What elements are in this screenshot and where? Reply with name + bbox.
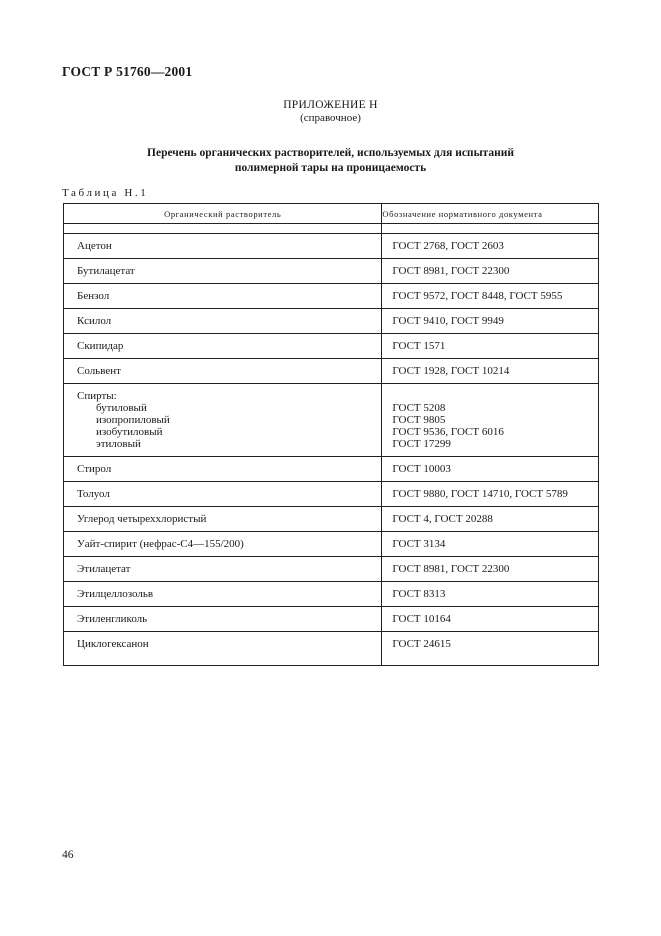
solvent-name: Этилцеллозольв bbox=[77, 588, 154, 600]
table-row bbox=[64, 457, 599, 482]
standard-reference: ГОСТ 2768, ГОСТ 2603 bbox=[392, 240, 504, 252]
solvent-name: Уайт-спирит (нефрас-С4—155/200) bbox=[77, 538, 244, 550]
solvent-name: Скипидар bbox=[77, 340, 124, 352]
column-header-standard: Обозначение нормативного документа bbox=[382, 204, 599, 224]
appendix-heading-line-1: Перечень органических растворителей, используемых для испытаний bbox=[147, 147, 514, 159]
table-row bbox=[64, 482, 599, 507]
table-row bbox=[64, 532, 599, 557]
solvent-name: Сольвент bbox=[77, 365, 121, 377]
standard-reference: ГОСТ 1571 bbox=[392, 340, 446, 352]
standard-reference: ГОСТ 5208 bbox=[392, 402, 446, 414]
standard-reference: ГОСТ 9410, ГОСТ 9949 bbox=[392, 315, 504, 327]
appendix-subtitle: (справочное) bbox=[300, 112, 361, 124]
table-row bbox=[64, 632, 599, 666]
appendix-heading bbox=[0, 146, 661, 176]
table-header-row bbox=[64, 204, 599, 224]
standard-reference: ГОСТ 8981, ГОСТ 22300 bbox=[392, 563, 510, 575]
solvent-name: Бутилацетат bbox=[77, 265, 135, 277]
table-row bbox=[64, 234, 599, 259]
solvent-name: изопропиловый bbox=[96, 414, 170, 426]
table-row-alcohols bbox=[64, 384, 599, 457]
table-row bbox=[64, 259, 599, 284]
standard-reference: ГОСТ 9805 bbox=[392, 414, 446, 426]
standard-reference: ГОСТ 9572, ГОСТ 8448, ГОСТ 5955 bbox=[392, 290, 563, 302]
solvent-name: Ксилол bbox=[77, 315, 112, 327]
standard-reference: ГОСТ 24615 bbox=[392, 638, 451, 650]
solvent-name: Циклогексанон bbox=[77, 638, 149, 650]
table-spacer bbox=[64, 224, 599, 234]
solvent-name: бутиловый bbox=[96, 402, 147, 414]
standard-reference: ГОСТ 3134 bbox=[392, 538, 446, 550]
table-row bbox=[64, 582, 599, 607]
standard-reference: ГОСТ 8981, ГОСТ 22300 bbox=[392, 265, 510, 277]
alcohols-group bbox=[64, 384, 381, 456]
standard-reference: ГОСТ 10003 bbox=[392, 463, 451, 475]
standard-reference: ГОСТ 10164 bbox=[392, 613, 451, 625]
solvent-name: Этиленгликоль bbox=[77, 613, 148, 625]
solvent-name: изобутиловый bbox=[96, 426, 163, 438]
table-label: Таблица Н.1 bbox=[62, 187, 149, 199]
table-row bbox=[64, 557, 599, 582]
solvent-name: Стирол bbox=[77, 463, 112, 475]
table-row bbox=[64, 507, 599, 532]
document-code: ГОСТ Р 51760—2001 bbox=[62, 64, 193, 79]
table-row bbox=[64, 284, 599, 309]
solvents-table bbox=[63, 203, 599, 666]
standard-reference: ГОСТ 1928, ГОСТ 10214 bbox=[392, 365, 510, 377]
table-row bbox=[64, 607, 599, 632]
standard-reference: ГОСТ 9880, ГОСТ 14710, ГОСТ 5789 bbox=[392, 488, 568, 500]
table-row bbox=[64, 334, 599, 359]
solvent-name: этиловый bbox=[96, 438, 141, 450]
appendix-heading-line-2: полимерной тары на проницаемость bbox=[234, 162, 427, 174]
solvent-name: Ацетон bbox=[77, 240, 112, 252]
standard-reference: ГОСТ 17299 bbox=[392, 438, 451, 450]
standard-reference: ГОСТ 9536, ГОСТ 6016 bbox=[392, 426, 504, 438]
solvent-name: Этилацетат bbox=[77, 563, 131, 575]
page-number: 46 bbox=[62, 849, 74, 861]
solvent-name: Толуол bbox=[77, 488, 110, 500]
alcohols-standards bbox=[382, 384, 598, 456]
appendix-title: ПРИЛОЖЕНИЕ Н bbox=[283, 99, 378, 111]
solvent-name: Бензол bbox=[77, 290, 110, 302]
standard-reference bbox=[392, 390, 598, 402]
solvent-group-name: Спирты: bbox=[77, 390, 117, 402]
table-row bbox=[64, 359, 599, 384]
column-header-solvent: Органический растворитель bbox=[64, 204, 382, 224]
standard-reference: ГОСТ 8313 bbox=[392, 588, 446, 600]
table-row bbox=[64, 309, 599, 334]
standard-reference: ГОСТ 4, ГОСТ 20288 bbox=[392, 513, 493, 525]
solvent-name: Углерод четыреххлористый bbox=[77, 513, 207, 525]
